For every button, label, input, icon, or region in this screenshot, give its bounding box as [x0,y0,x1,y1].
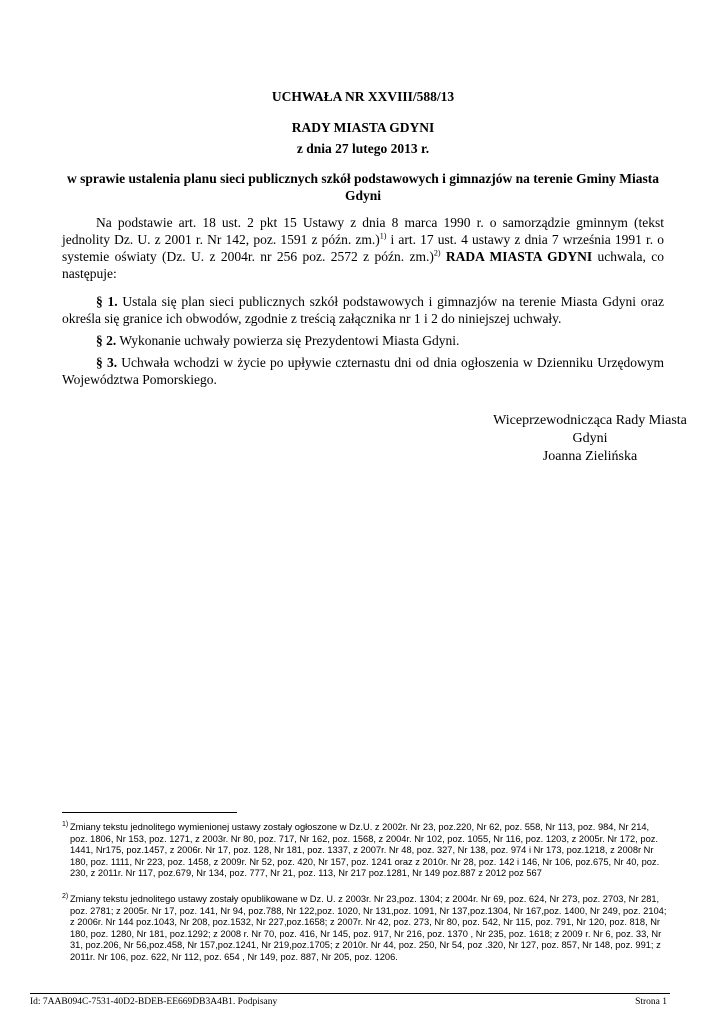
paragraph-label: § 2. [96,333,117,348]
signature-city: Gdyni [572,431,608,446]
signature-title: Wiceprzewodnicząca Rady Miasta [493,413,687,428]
resolution-subject: w sprawie ustalenia planu sieci publicznych szkół podstawowych i gimnazjów na terenie Gminy Miasta Gdyni [67,171,659,203]
preamble-council: RADA MIASTA GDYNI [440,249,593,264]
preamble-part2: i art. 17 ust. 4 ustawy z dnia 7 września 1991 r. o systemie oświaty (Dz. U. z 2004r. nr 256 poz. 2572 z późn. zm.) [62,232,665,264]
paragraph-text: Wykonanie uchwały powierza się Prezydentowi Miasta Gdyni. [116,333,460,348]
paragraph-text: Ustala się plan sieci publicznych szkół podstawowych i gimnazjów na terenie Miasta Gdyni oraz określa się granice ich obwodów, zgodnie z treścią załącznika nr 1 i 2 do niniejszej uchwały. [62,294,665,326]
footnote-ref-1: 1) [379,231,387,241]
footer-separator [30,993,670,994]
signature-name: Joanna Zielińska [542,449,638,464]
footnote-mark: 1) [62,821,69,828]
paragraph-text: Uchwała wchodzi w życie po upływie czternastu dni od dnia ogłoszenia w Dzienniku Urzędowym Województwa Pomorskiego. [62,355,664,387]
footnote-text: Zmiany tekstu jednolitego ustawy zostały opublikowane w Dz. U. z 2003r. Nr 23,poz. 1304; z 2004r. Nr 69, poz. 624, Nr 273, poz. 2703, Nr 281, poz. 2781; z 2005r. Nr 17, poz. 141, Nr 94, poz.788, Nr 122,poz. 1020, Nr 131,poz. 1091, Nr 137,poz.1304, Nr 167,poz. 1400, Nr 249, poz. 2104; z 2006r. Nr 144 poz.1043, Nr 208, poz.1532, Nr 227,poz.1658; z 2007r. Nr 42, poz. 273, Nr 80, poz. 542, Nr 115, poz. 791, Nr 120, poz. 818, Nr 180, poz. 1280, Nr 181, poz.1292; z 2008 r. Nr 70, poz. 416, Nr 145, poz. 917, Nr 216, poz. 1370 , Nr 235, poz. 1618; z 2009 r. Nr 6, poz. 33, Nr 31, poz.206, Nr 56,poz.458, Nr 157,poz.1241, Nr 219,poz.1705; z 2010r. Nr 44, poz. 250, Nr 54, poz .320, Nr 127, poz. 857, Nr 148, poz. 991; z 2011r. Nr 106, poz. 622, Nr 112, poz. 654 , Nr 149, poz. 887, Nr 205, poz. 1206. [70,894,667,962]
preamble-part1: Na podstawie art. 18 ust. 2 pkt 15 Ustawy z dnia 8 marca 1990 r. o samorządzie gminnym (tekst jednolity Dz. U. z 2001 r. Nr 142, poz. 1591 z późn. zm.) [62,215,664,247]
paragraph-label: § 3. [96,355,118,370]
preamble-part3: uchwala, co następuje: [62,249,665,281]
resolution-date: z dnia 27 lutego 2013 r. [296,141,430,156]
footnote-ref-2: 2) [433,248,441,258]
footnote-mark: 2) [62,893,69,900]
preamble [62,214,664,282]
paragraph-label: § 1. [96,294,118,309]
footnote-1 [62,822,667,880]
paragraph-1 [62,293,664,327]
paragraph-2 [62,332,664,349]
council-name: RADY MIASTA GDYNI [291,120,435,135]
document-id: Id: 7AAB094C-7531-40D2-BDEB-EE669DB3A4B1. Podpisany [30,997,278,1007]
paragraph-3 [62,354,664,388]
footnote-2 [62,894,667,964]
footnote-text: Zmiany tekstu jednolitego wymienionej ustawy zostały ogłoszone w Dz.U. z 2002r. Nr 23, poz.220, Nr 62, poz. 558, Nr 113, poz. 984, Nr 214, poz. 1806, Nr 153, poz. 1271, z 2003r. Nr 80, poz. 717, Nr 162, poz. 1568, z 2004r. Nr 102, poz. 1055, Nr 116, poz. 1203, z 2005r. Nr 172, poz. 1441, Nr175, poz.1457, z 2006r. Nr 17, poz. 128, Nr 181, poz. 1337, z 2007r. Nr 48, poz. 327, Nr 138, poz. 974 i Nr 173, poz.1218, z 2008r Nr 180, poz. 1111, Nr 223, poz. 1458, z 2009r. Nr 52, poz. 420, Nr 157, poz. 1241 oraz z 2010r. Nr 28, poz. 142 i 146, Nr 106, poz.675, Nr 40, poz. 230, z 2011r. Nr 117, poz.679, Nr 134, poz. 777, Nr 21, poz. 113, Nr 217 poz.1281, Nr 149 poz.887 z 2012 poz 567 [70,822,660,879]
resolution-title: UCHWAŁA NR XXVIII/588/13 [271,89,455,104]
page-number: Strona 1 [635,997,667,1007]
footnote-separator [62,812,237,813]
